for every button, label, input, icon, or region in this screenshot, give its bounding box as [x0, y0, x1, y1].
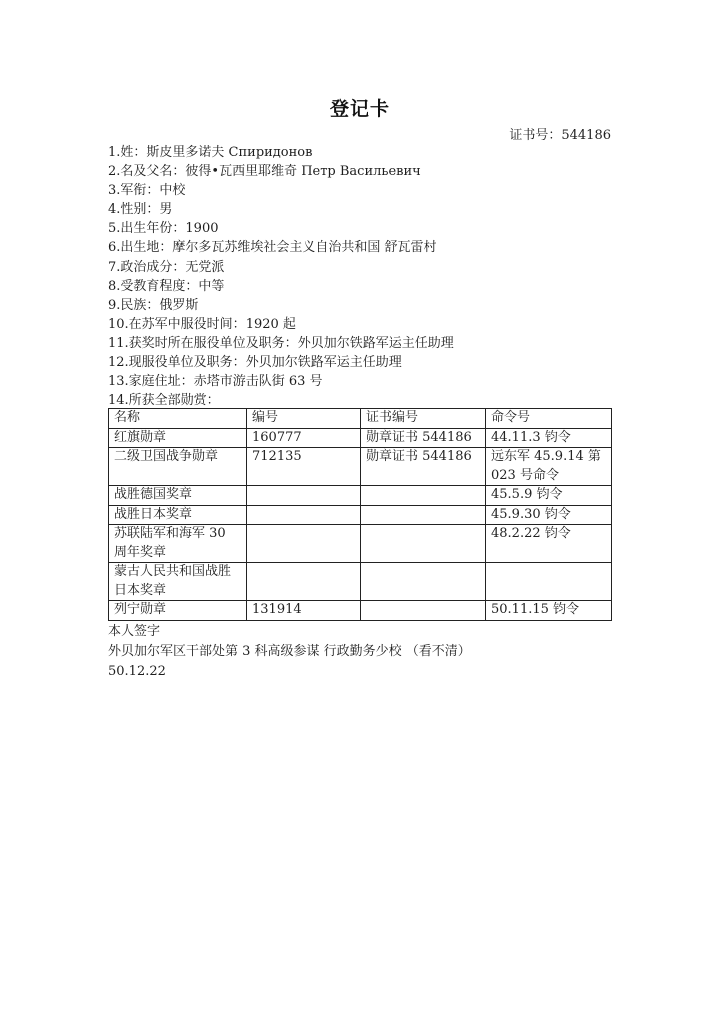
- cell-order-number: 48.2.22 钧令: [486, 525, 612, 563]
- table-row: [109, 428, 612, 448]
- cell-award-number: 160777: [247, 428, 361, 448]
- cell-certificate-number: [361, 505, 486, 525]
- header-award-name: 名称: [109, 409, 247, 429]
- field-surname: [108, 143, 454, 162]
- cell-order-number: 远东军 45.9.14 第 023 号命令: [486, 448, 612, 486]
- signature-label: 本人签字: [108, 624, 161, 639]
- field-label: 9.民族：: [108, 297, 160, 313]
- header-order-number: 命令号: [486, 409, 612, 429]
- field-education: [108, 277, 454, 296]
- field-political-affiliation: [108, 258, 454, 277]
- field-value: 1920 起: [245, 316, 296, 332]
- field-current-unit: [108, 353, 454, 372]
- cell-award-name: 苏联陆军和海军 30 周年奖章: [109, 525, 247, 563]
- field-value: 中校: [159, 183, 186, 199]
- cell-order-number: 45.9.30 钧令: [486, 505, 612, 525]
- field-label: 5.出生年份：: [108, 221, 186, 237]
- field-value: 斯皮里多诺夫 Спиридонов: [146, 145, 313, 160]
- signer-info: 外贝加尔军区干部处第 3 科高级参谋 行政勤务少校 （看不清）: [108, 644, 471, 659]
- document-title: 登记卡: [329, 98, 390, 120]
- table-row: [109, 448, 612, 486]
- personal-info-fields: [108, 143, 454, 410]
- field-value: 1900: [185, 221, 219, 237]
- cell-award-name: 战胜德国奖章: [109, 486, 247, 506]
- cell-award-number: 712135: [247, 448, 361, 486]
- field-label: 8.受教育程度：: [108, 278, 199, 294]
- field-name-patronymic: [108, 162, 454, 181]
- certificate-number: [509, 124, 611, 143]
- field-value: 外贝加尔铁路军运主任助理: [245, 355, 402, 371]
- field-birthplace: [108, 238, 454, 257]
- cell-award-number: 131914: [247, 601, 361, 621]
- field-nationality: [108, 296, 454, 315]
- field-value: 男: [159, 202, 173, 218]
- field-label: 3.军衔：: [108, 183, 160, 199]
- field-label: 14.所获全部勋赏：: [108, 393, 220, 409]
- cell-certificate-number: [361, 601, 486, 621]
- field-label: 12.现服役单位及职务：: [108, 355, 246, 371]
- field-label: 7.政治成分：: [108, 259, 186, 275]
- cell-order-number: 44.11.3 钧令: [486, 428, 612, 448]
- field-sex: [108, 200, 454, 219]
- field-value: 外贝加尔铁路军运主任助理: [297, 335, 454, 351]
- table-row: [109, 505, 612, 525]
- field-service-period: [108, 315, 454, 334]
- field-label: 6.出生地：: [108, 240, 173, 256]
- field-value: 无党派: [185, 259, 225, 275]
- header-award-number: 编号: [247, 409, 361, 429]
- cell-certificate-number: [361, 563, 486, 601]
- cell-award-name: 列宁勋章: [109, 601, 247, 621]
- field-birth-year: [108, 219, 454, 238]
- awards-table: [108, 408, 612, 621]
- cell-award-name: 蒙古人民共和国战胜日本奖章: [109, 563, 247, 601]
- cell-certificate-number: 勋章证书 544186: [361, 448, 486, 486]
- field-label: 4.性别：: [108, 202, 160, 218]
- certificate-number-label: 证书号：: [509, 128, 562, 143]
- field-value: 彼得•瓦西里耶维奇 Петр Васильевич: [185, 164, 421, 180]
- table-row: [109, 563, 612, 601]
- cell-award-name: 红旗勋章: [109, 428, 247, 448]
- field-unit-at-award: [108, 334, 454, 353]
- cell-certificate-number: 勋章证书 544186: [361, 428, 486, 448]
- cell-certificate-number: [361, 486, 486, 506]
- cell-order-number: 45.5.9 钧令: [486, 486, 612, 506]
- field-value: 摩尔多瓦苏维埃社会主义自治共和国 舒瓦雷村: [172, 240, 437, 256]
- table-row: [109, 525, 612, 563]
- field-label: 13.家庭住址：: [108, 374, 194, 390]
- certificate-number-value: 544186: [561, 128, 611, 143]
- header-certificate-number: 证书编号: [361, 409, 486, 429]
- field-label: 11.获奖时所在服役单位及职务：: [108, 335, 298, 351]
- cell-order-number: 50.11.15 钧令: [486, 601, 612, 621]
- cell-award-number: [247, 563, 361, 601]
- field-label: 2.名及父名：: [108, 164, 186, 180]
- table-row: [109, 601, 612, 621]
- field-home-address: [108, 372, 454, 391]
- field-value: 俄罗斯: [159, 297, 199, 313]
- table-header-row: [109, 409, 612, 429]
- field-value: 赤塔市游击队街 63 号: [193, 374, 323, 390]
- cell-order-number: [486, 563, 612, 601]
- cell-award-number: [247, 505, 361, 525]
- field-label: 10.在苏军中服役时间：: [108, 316, 246, 332]
- field-label: 1.姓：: [108, 145, 147, 160]
- signature-date: 50.12.22: [108, 664, 166, 679]
- cell-award-number: [247, 486, 361, 506]
- table-row: [109, 486, 612, 506]
- cell-award-name: 战胜日本奖章: [109, 505, 247, 525]
- cell-certificate-number: [361, 525, 486, 563]
- field-rank: [108, 181, 454, 200]
- signature-block: [108, 622, 471, 682]
- cell-award-number: [247, 525, 361, 563]
- field-value: 中等: [198, 278, 225, 294]
- cell-award-name: 二级卫国战争勋章: [109, 448, 247, 486]
